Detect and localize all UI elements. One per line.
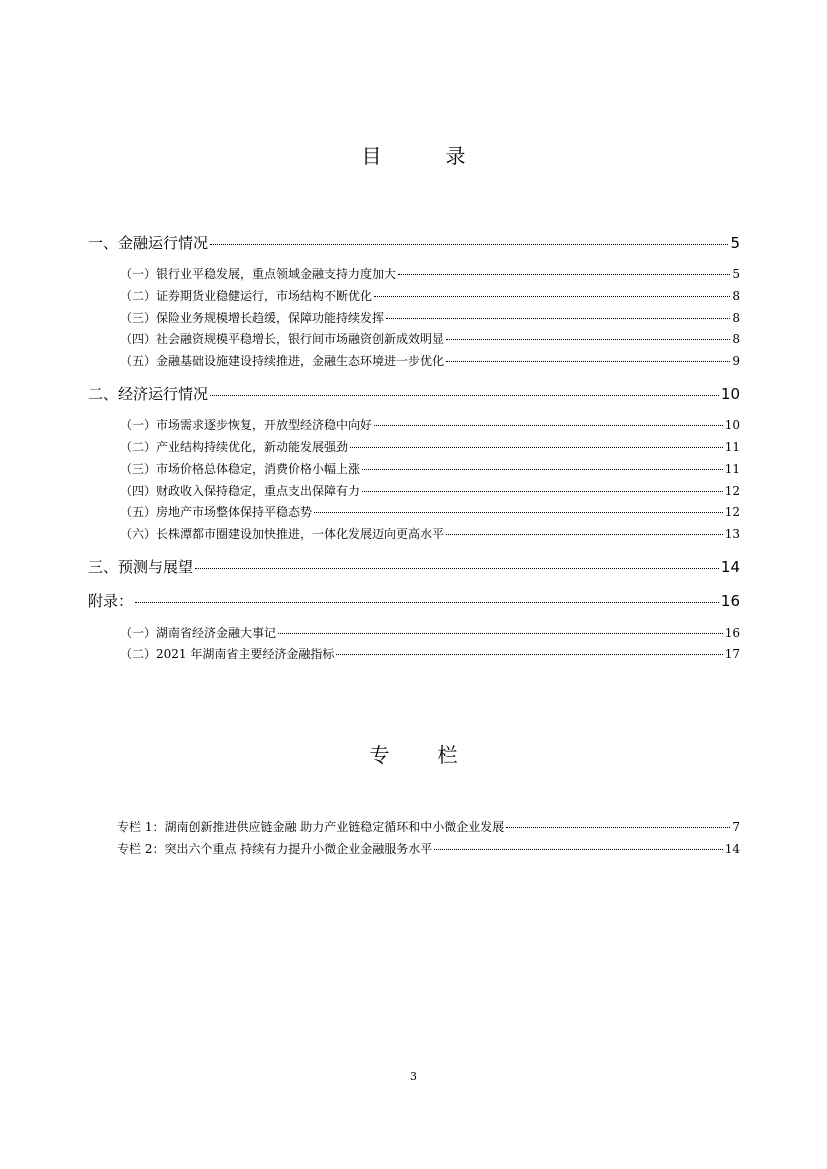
toc-entry-2-2[interactable]	[120, 438, 740, 455]
toc-entry-1-3[interactable]	[120, 309, 740, 326]
toc-entry-page: 14	[720, 558, 740, 576]
toc-entry-2-5[interactable]	[120, 503, 740, 520]
toc-entry-appendix-1[interactable]	[120, 624, 740, 641]
dot-leader	[374, 295, 730, 297]
dot-leader	[336, 653, 722, 655]
toc-entry-page: 11	[724, 462, 740, 476]
toc-entry-text: （一）湖南省经济金融大事记	[120, 626, 277, 640]
dot-leader	[278, 632, 723, 634]
toc-entry-text: 专栏 1：湖南创新推进供应链金融 助力产业链稳定循环和中小微企业发展	[117, 820, 505, 834]
dot-leader	[446, 360, 730, 362]
toc-entry-1-5[interactable]	[120, 352, 740, 369]
dot-leader	[398, 273, 730, 275]
toc-entry-appendix[interactable]	[88, 590, 740, 611]
toc-entry-page: 5	[730, 234, 740, 252]
toc-entry-text: （四）社会融资规模平稳增长，银行间市场融资创新成效明显	[120, 332, 445, 346]
dot-leader	[210, 394, 719, 396]
toc-entry-page: 8	[732, 289, 740, 303]
dot-leader	[195, 567, 719, 569]
toc-entry-1-4[interactable]	[120, 330, 740, 347]
toc-entry-page: 12	[724, 505, 740, 519]
dot-leader	[446, 533, 723, 535]
special-columns-title: 专 栏	[369, 743, 472, 767]
dot-leader	[210, 243, 728, 245]
toc-entry-1-2[interactable]	[120, 287, 740, 304]
dot-leader	[374, 424, 723, 426]
toc-entry-page: 8	[732, 332, 740, 346]
toc-entry-2-4[interactable]	[120, 482, 740, 499]
toc-entry-text: 一、金融运行情况	[88, 234, 209, 252]
toc-entry-2-1[interactable]	[120, 416, 740, 433]
toc-entry-page: 8	[732, 311, 740, 325]
toc-entry-page: 10	[724, 418, 740, 432]
toc-entry-section-1[interactable]	[88, 232, 740, 253]
toc-entry-text: 三、预测与展望	[88, 558, 194, 576]
toc-entry-page: 12	[724, 484, 740, 498]
dot-leader	[362, 490, 723, 492]
toc-entry-2-3[interactable]	[120, 460, 740, 477]
page-title: 目 录	[361, 144, 488, 168]
dot-leader	[434, 848, 722, 850]
toc-entry-page: 7	[732, 820, 740, 834]
special-column-entry-2[interactable]	[117, 840, 740, 857]
dot-leader	[314, 511, 723, 513]
toc-entry-text: （六）长株潭都市圈建设加快推进，一体化发展迈向更高水平	[120, 527, 445, 541]
toc-entry-page: 17	[724, 647, 740, 661]
toc-entry-page: 16	[720, 592, 740, 610]
toc-entry-text: 附录：	[88, 592, 134, 610]
toc-entry-page: 5	[732, 267, 740, 281]
dot-leader	[446, 338, 730, 340]
dot-leader	[386, 317, 730, 319]
toc-entry-text: （五）房地产市场整体保持平稳态势	[120, 505, 313, 519]
toc-entry-page: 10	[720, 385, 740, 403]
toc-entry-page: 16	[724, 626, 740, 640]
toc-entry-text: （一）银行业平稳发展，重点领域金融支持力度加大	[120, 267, 397, 281]
dot-leader	[350, 446, 723, 448]
toc-entry-page: 14	[724, 842, 740, 856]
special-column-entry-1[interactable]	[117, 818, 740, 835]
toc-entry-appendix-2[interactable]	[120, 645, 740, 662]
toc-entry-2-6[interactable]	[120, 525, 740, 542]
dot-leader	[135, 601, 719, 603]
toc-entry-text: （四）财政收入保持稳定，重点支出保障有力	[120, 484, 361, 498]
toc-entry-text: （二）证券期货业稳健运行，市场结构不断优化	[120, 289, 373, 303]
toc-entry-page: 11	[724, 440, 740, 454]
toc-entry-1-1[interactable]	[120, 265, 740, 282]
toc-entry-text: （五）金融基础设施建设持续推进，金融生态环境进一步优化	[120, 354, 445, 368]
toc-entry-text: （二）2021 年湖南省主要经济金融指标	[120, 647, 335, 661]
dot-leader	[362, 468, 723, 470]
dot-leader	[506, 826, 730, 828]
toc-entry-section-2[interactable]	[88, 383, 740, 404]
toc-entry-section-3[interactable]	[88, 556, 740, 577]
toc-entry-text: （三）市场价格总体稳定，消费价格小幅上涨	[120, 462, 361, 476]
page-number: 3	[410, 1070, 417, 1083]
toc-entry-text: （一）市场需求逐步恢复，开放型经济稳中向好	[120, 418, 373, 432]
toc-entry-text: （二）产业结构持续优化，新动能发展强劲	[120, 440, 349, 454]
toc-entry-page: 9	[732, 354, 740, 368]
toc-entry-text: 专栏 2：突出六个重点 持续有力提升小微企业金融服务水平	[117, 842, 433, 856]
toc-entry-text: 二、经济运行情况	[88, 385, 209, 403]
toc-entry-text: （三）保险业务规模增长趋缓，保障功能持续发挥	[120, 311, 385, 325]
toc-entry-page: 13	[724, 527, 740, 541]
